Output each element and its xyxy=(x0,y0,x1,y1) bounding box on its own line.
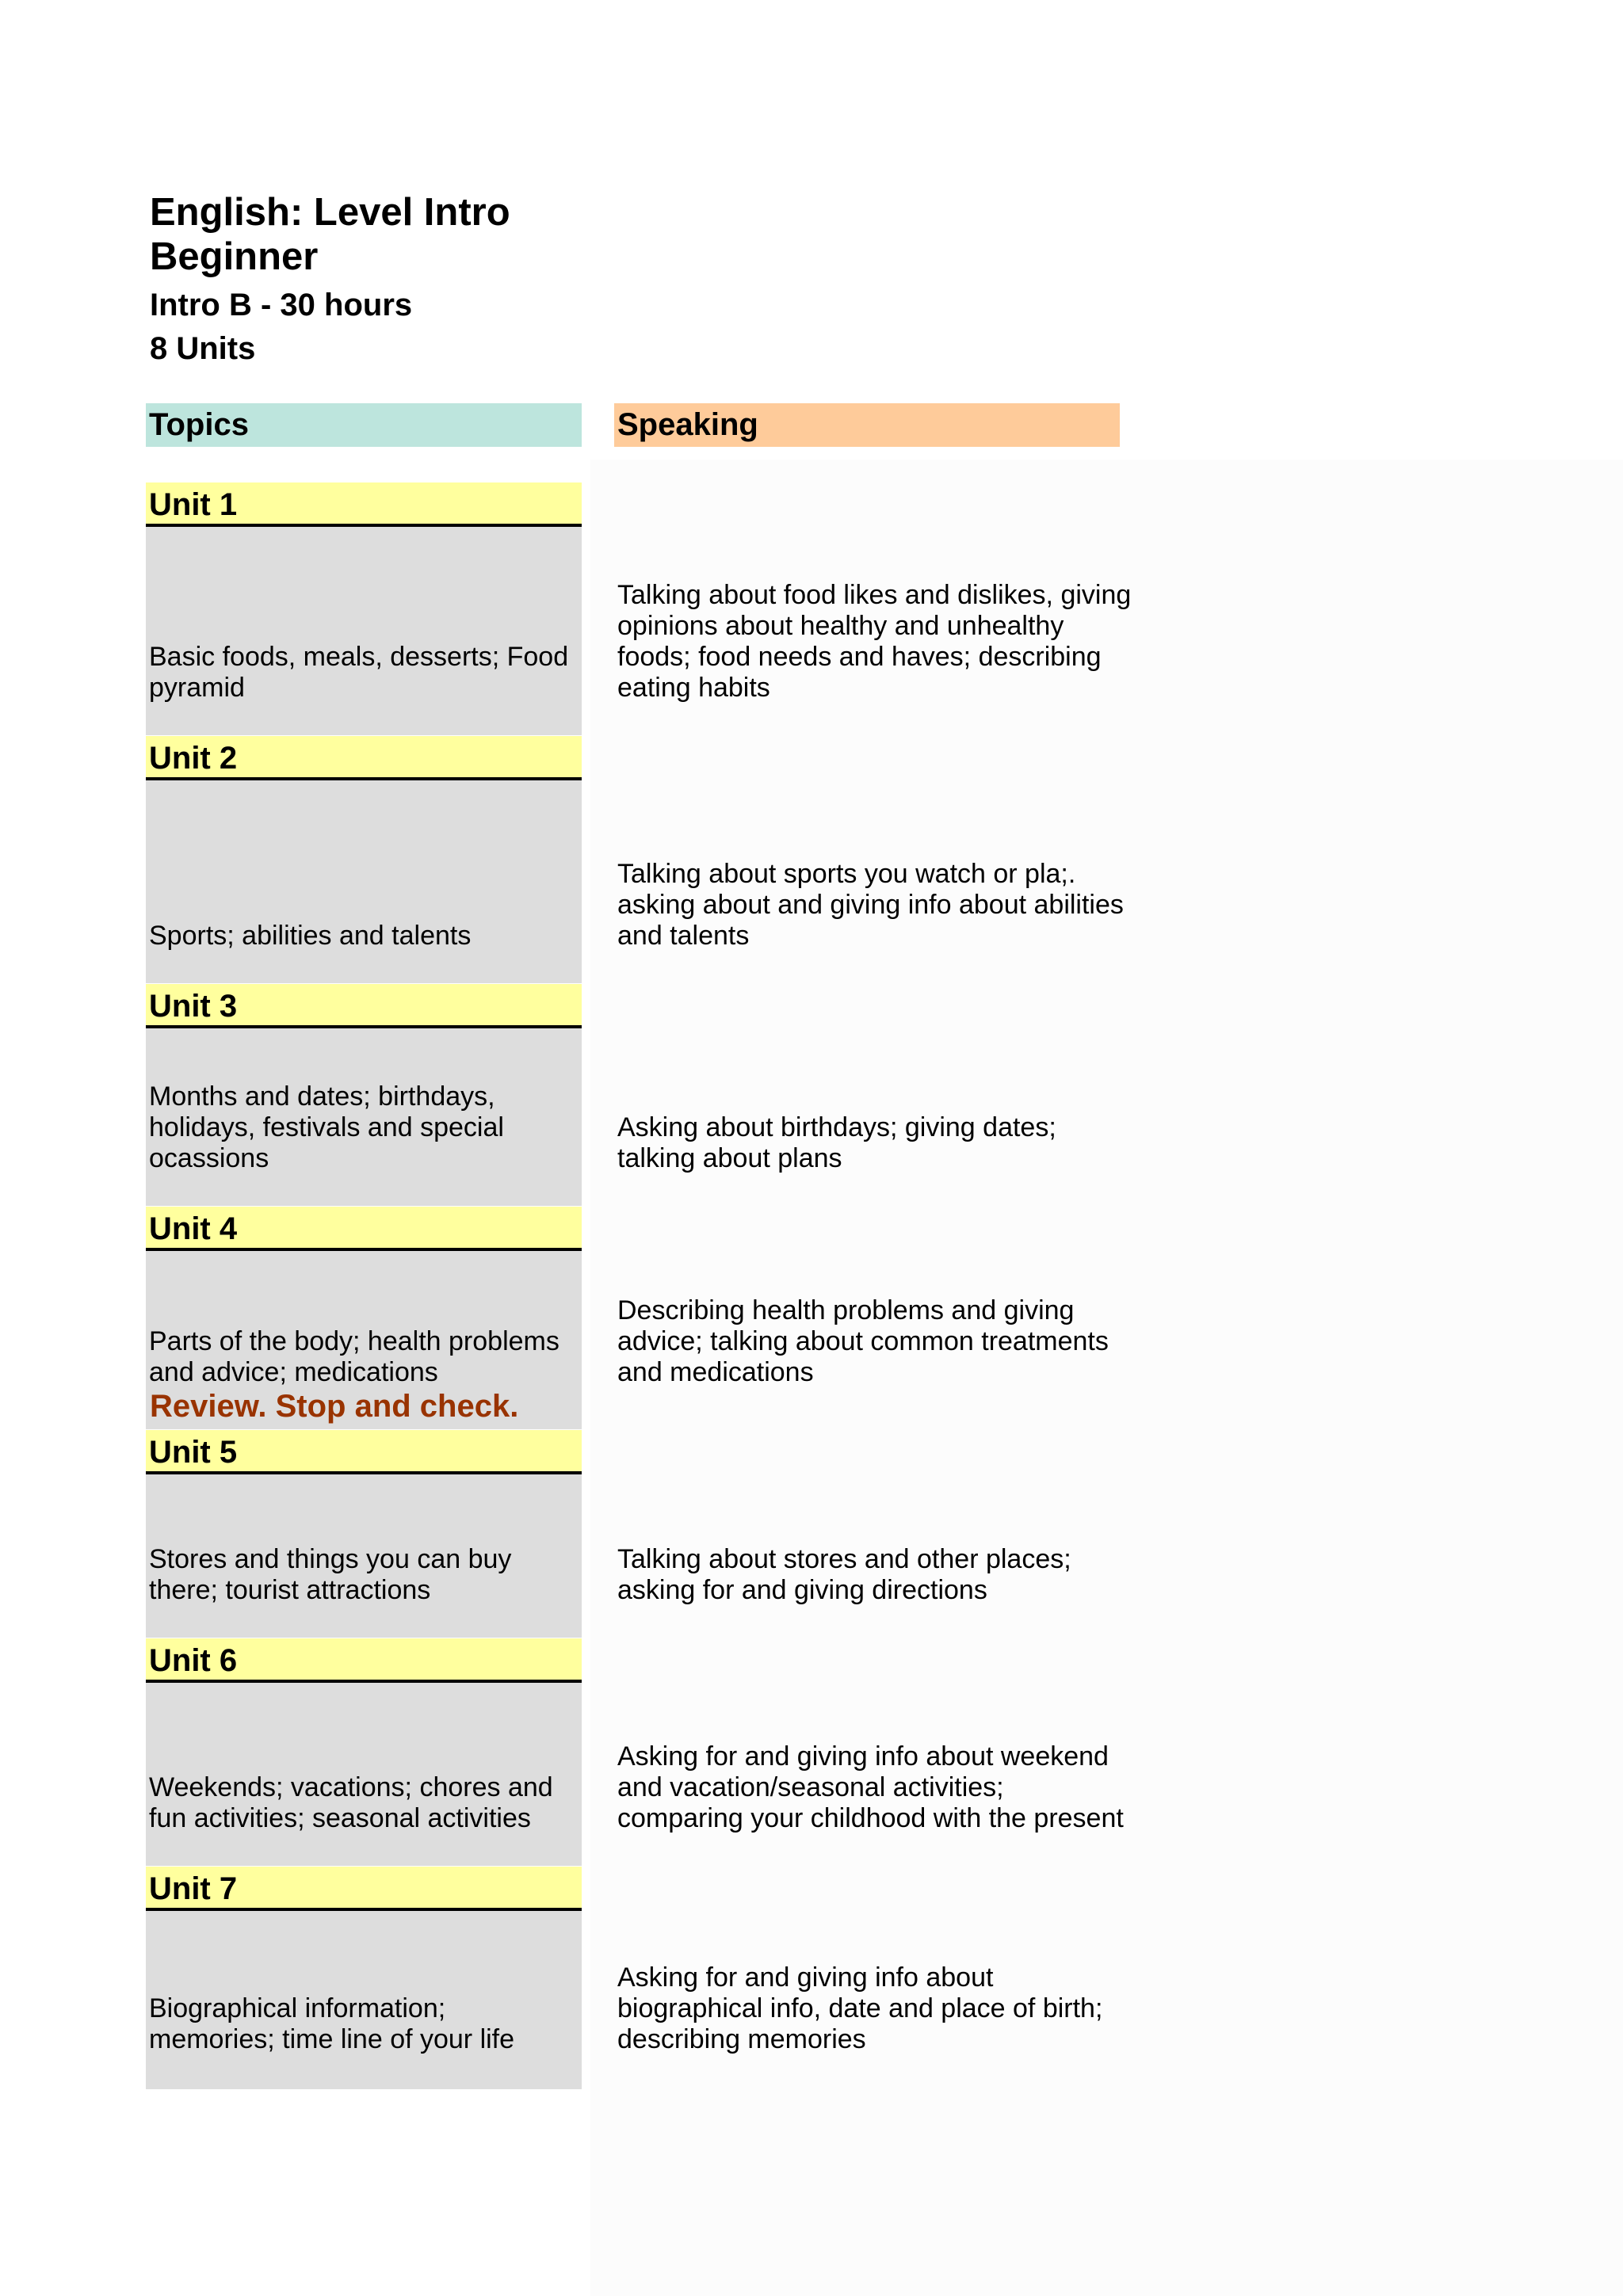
unit-7-speaking-text: Asking for and giving info about biographical info, date and place of birth; describing memories xyxy=(617,1962,1103,2054)
unit-2-speaking xyxy=(614,780,1137,983)
unit-1-topic-text: Basic foods, meals, desserts; Food pyramid xyxy=(149,642,569,703)
unit-2-topic xyxy=(146,780,582,983)
unit-6-topic-text: Weekends; vacations; chores and fun activities; seasonal activities xyxy=(149,1772,553,1833)
unit-1-header: Unit 1 xyxy=(146,482,582,527)
unit-3-speaking-text: Asking about birthdays; giving dates; talking about plans xyxy=(617,1112,1056,1173)
unit-3-topic-text: Months and dates; birthdays, holidays, festivals and special ocassions xyxy=(149,1081,504,1173)
unit-1-speaking-text: Talking about food likes and dislikes, giving opinions about healthy and unhealthy foods; food needs and haves; describing eating habits xyxy=(617,580,1132,703)
unit-4-speaking xyxy=(614,1251,1137,1429)
page-title: English: Level Intro Beginner xyxy=(150,191,510,278)
units-count: 8 Units xyxy=(150,331,256,366)
unit-3-speaking xyxy=(614,1028,1137,1206)
unit-6-speaking-text: Asking for and giving info about weekend and vacation/seasonal activities; comparing your childhood with the present xyxy=(617,1741,1124,1833)
unit-1-topic xyxy=(146,527,582,735)
unit-3-topic xyxy=(146,1028,582,1206)
unit-4-topic-text: Parts of the body; health problems and advice; medications xyxy=(149,1326,559,1387)
unit-5-topic xyxy=(146,1474,582,1638)
unit-4-speaking-text: Describing health problems and giving advice; talking about common treatments and medications xyxy=(617,1295,1109,1387)
unit-1-speaking xyxy=(614,527,1137,735)
unit-7-topic-text: Biographical information; memories; time line of your life xyxy=(149,1993,515,2054)
unit-5-speaking-text: Talking about stores and other places; asking for and giving directions xyxy=(617,1544,1071,1605)
unit-7-header: Unit 7 xyxy=(146,1867,582,1911)
unit-2-header: Unit 2 xyxy=(146,736,582,780)
unit-7-speaking xyxy=(614,1911,1137,2089)
unit-6-header: Unit 6 xyxy=(146,1638,582,1683)
unit-6-speaking xyxy=(614,1683,1137,1866)
unit-5-header: Unit 5 xyxy=(146,1430,582,1474)
unit-6-topic xyxy=(146,1683,582,1866)
speaking-column-header: Speaking xyxy=(614,403,1120,447)
review-stop-and-check: Review. Stop and check. xyxy=(150,1389,519,1424)
unit-2-topic-text: Sports; abilities and talents xyxy=(149,921,472,951)
unit-5-topic-text: Stores and things you can buy there; tourist attractions xyxy=(149,1544,512,1605)
course-duration: Intro B - 30 hours xyxy=(150,288,413,322)
topics-column-header: Topics xyxy=(146,403,582,447)
unit-4-header: Unit 4 xyxy=(146,1207,582,1251)
unit-3-header: Unit 3 xyxy=(146,984,582,1028)
unit-5-speaking xyxy=(614,1474,1137,1638)
unit-7-topic xyxy=(146,1911,582,2089)
unit-2-speaking-text: Talking about sports you watch or pla;. asking about and giving info about abilities and talents xyxy=(617,859,1124,951)
